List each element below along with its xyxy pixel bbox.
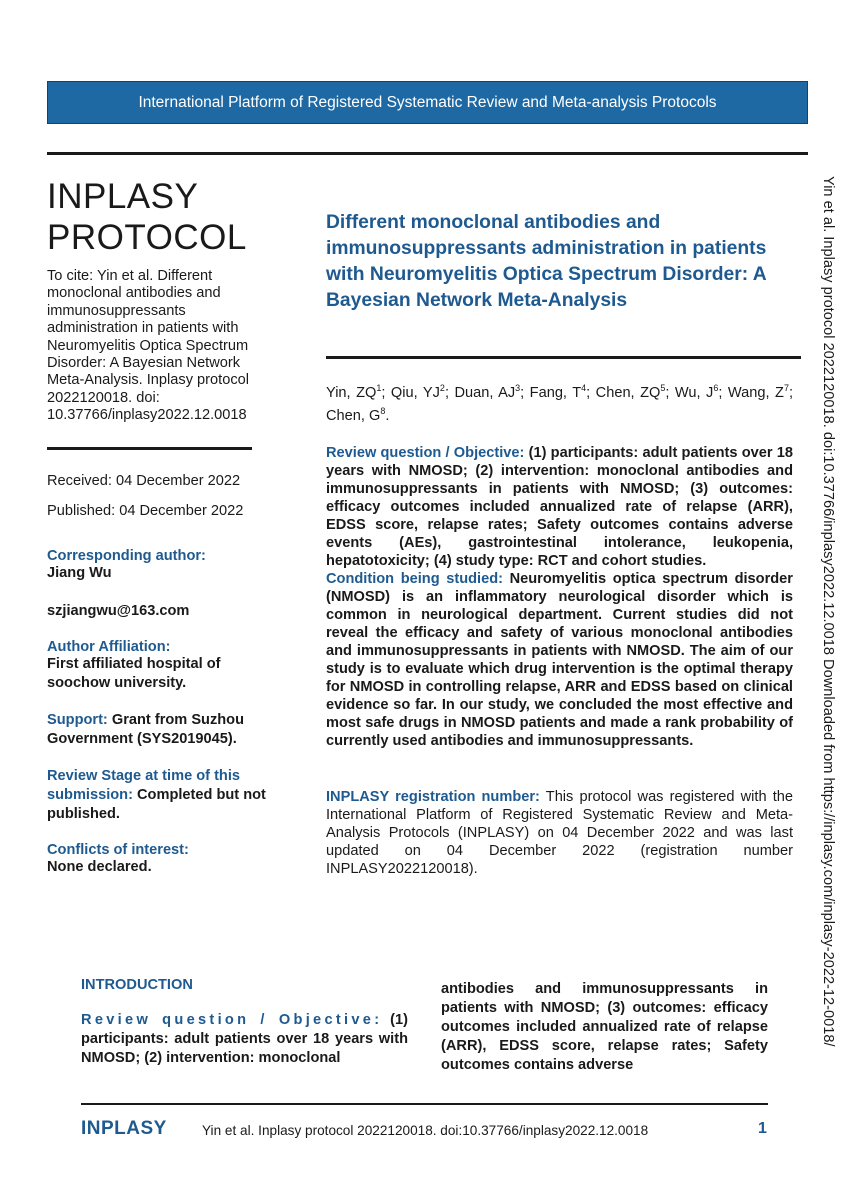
author-affiliation-marker: 2: [439, 383, 445, 393]
review-stage-block: [47, 767, 279, 824]
registration-text: This protocol was registered with the International Platform of Registered Systematic Review and Meta-Analysis Protocols (INPLASY) on 04 December 2022 and was last updated on 04 December 2022 (registration number INPLASY2022120018).: [326, 788, 794, 877]
download-side-note: Yin et al. Inplasy protocol 2022120018. doi:10.37766/inplasy2022.12.0018 Downloaded from https://inplasy.com/inplasy-2022-12-0018/: [820, 176, 836, 1047]
introduction-column-1: [81, 977, 408, 1068]
author-name: Fang, $T^4$: [529, 383, 587, 401]
conflicts-value: None declared.: [47, 858, 152, 875]
footer-citation: Yin et al. Inplasy protocol 2022120018. doi:10.37766/inplasy2022.12.0018: [202, 1123, 649, 1138]
author-affiliation-marker: 8: [380, 405, 386, 416]
corresponding-author-name: Jiang Wu: [47, 564, 112, 581]
corresponding-author-block: [47, 548, 279, 621]
protocol-heading-line1: INPLASY: [47, 177, 199, 216]
introduction-column-2: antibodies and immunosuppressants in patients with NMOSD; (3) outcomes: efficacy outcomes included annualized rate of relapse (ARR), EDSS score, relapse rates; Safety outcomes contains adverse: [441, 981, 768, 1073]
corresponding-email[interactable]: szjiangwu@163.com: [47, 602, 190, 619]
sidebar-divider: [47, 447, 252, 450]
review-stage-label: Review Stage at time of this submission:: [47, 767, 241, 803]
registration-paragraph: [326, 788, 793, 878]
platform-banner: International Platform of Registered Systematic Review and Meta-analysis Protocols: [47, 81, 808, 124]
author-name: Qiu, $YJ^2$: [390, 383, 445, 401]
left-sidebar: [47, 176, 279, 877]
condition-paragraph: [326, 570, 793, 750]
affiliation-block: [47, 639, 279, 693]
affiliation-value: First affiliated hospital of soochow university.: [47, 655, 221, 691]
author-affiliation-marker: 5: [660, 383, 666, 393]
support-value: Grant from Suzhou Government (SYS2019045).: [47, 711, 245, 747]
author-name: Duan, $AJ^3$: [454, 383, 521, 401]
introduction-heading: INTRODUCTION: [81, 977, 193, 993]
footer-brand: INPLASY: [81, 1118, 167, 1139]
author-affiliation-marker: 1: [376, 383, 382, 393]
review-stage-value: Completed but not published.: [47, 786, 266, 822]
received-date: Received: 04 December 2022: [47, 472, 241, 489]
author-name: Wu, $J^6$: [674, 383, 719, 401]
support-label: Support:: [47, 711, 108, 728]
author-affiliation-marker: 3: [515, 383, 521, 393]
corresponding-author-label: Corresponding author:: [47, 547, 206, 564]
page-number: 1: [758, 1120, 767, 1137]
citation-text: To cite: Yin et al. Different monoclonal antibodies and immunosuppressants administration in patients with Neuromyelitis Optica Spectrum Disorder: A Bayesian Network Meta-Analysis. Inplasy protocol 2022120018. doi: 10.37766/inplasy2022.12.0018: [47, 268, 249, 424]
author-name: Wang, $Z^7$: [727, 383, 789, 401]
objective-text: (1) participants: adult patients over 18 years with NMOSD; (2) intervention: monoclonal antibodies and immunosuppressants in patients with NMOSD; (3) outcomes: efficacy outcomes included annualized rate of relapse (ARR), EDSS score, relapse rates; Safety outcomes contains adverse events (AEs), gastrointestinal intolerance, leukopenia, hepatotoxicity; (4) study type: RCT and cohort studies.: [326, 444, 793, 569]
introduction-objective-text: (1) participants: adult patients over 18 years with NMOSD; (2) intervention: monoclonal: [81, 1012, 408, 1066]
footer-divider: [81, 1103, 768, 1105]
author-name: Chen, $ZQ^5$: [595, 383, 666, 401]
objective-paragraph: [326, 444, 793, 570]
author-affiliation-marker: 7: [783, 383, 789, 393]
introduction-paragraph: [81, 1011, 408, 1068]
author-list: Yin, $ZQ^1$; Qiu, $YJ^2$; Duan, $AJ^3$; Fang, $T^4$; Chen, $ZQ^5$; Wu, $J^6$; Wang, $Z^7$; Chen, $G^8$.: [326, 383, 794, 424]
title-divider: [326, 356, 801, 359]
author-affiliation-marker: 6: [713, 383, 719, 393]
author-affiliation-marker: 4: [581, 383, 587, 393]
protocol-heading-line2: PROTOCOL: [47, 218, 247, 257]
main-column: [326, 210, 793, 878]
affiliation-label: Author Affiliation:: [47, 638, 171, 655]
condition-text: Neuromyelitis optica spectrum disorder (NMOSD) is an inflammatory neurological disorder which is common in neurological department. Current studies did not reveal the efficacy and safety of various monoclonal antibodies and immunosuppressants in patients with NMOSD. The aim of our study is to evaluate which drug intervention is the optimal therapy for NMOSD in controlling relapse, ARR and EDSS based on clinical evidence so far. In our study, we concluded the most effective and most safe drugs in NMOSD patients and made a rank probability of currently used antibodies and immunosuppressants.: [326, 570, 793, 749]
author-name: Chen, $G^8$: [326, 405, 386, 424]
condition-label: Condition being studied:: [326, 570, 503, 587]
conflicts-label: Conflicts of interest:: [47, 841, 189, 858]
article-title: Different monoclonal antibodies and immunosuppressants administration in patients with Neuromyelitis Optica Spectrum Disorder: A Bayesian Network Meta-Analysis: [326, 212, 767, 311]
introduction-objective-label: Review question / Objective:: [81, 1012, 383, 1028]
objective-label: Review question / Objective:: [326, 444, 525, 461]
registration-label: INPLASY registration number:: [326, 788, 540, 805]
conflicts-block: [47, 842, 279, 877]
top-divider: [47, 152, 808, 155]
support-block: [47, 711, 279, 749]
published-date: Published: 04 December 2022: [47, 502, 244, 519]
author-name: Yin, $ZQ^1$: [326, 383, 382, 401]
protocol-heading: [47, 176, 279, 258]
